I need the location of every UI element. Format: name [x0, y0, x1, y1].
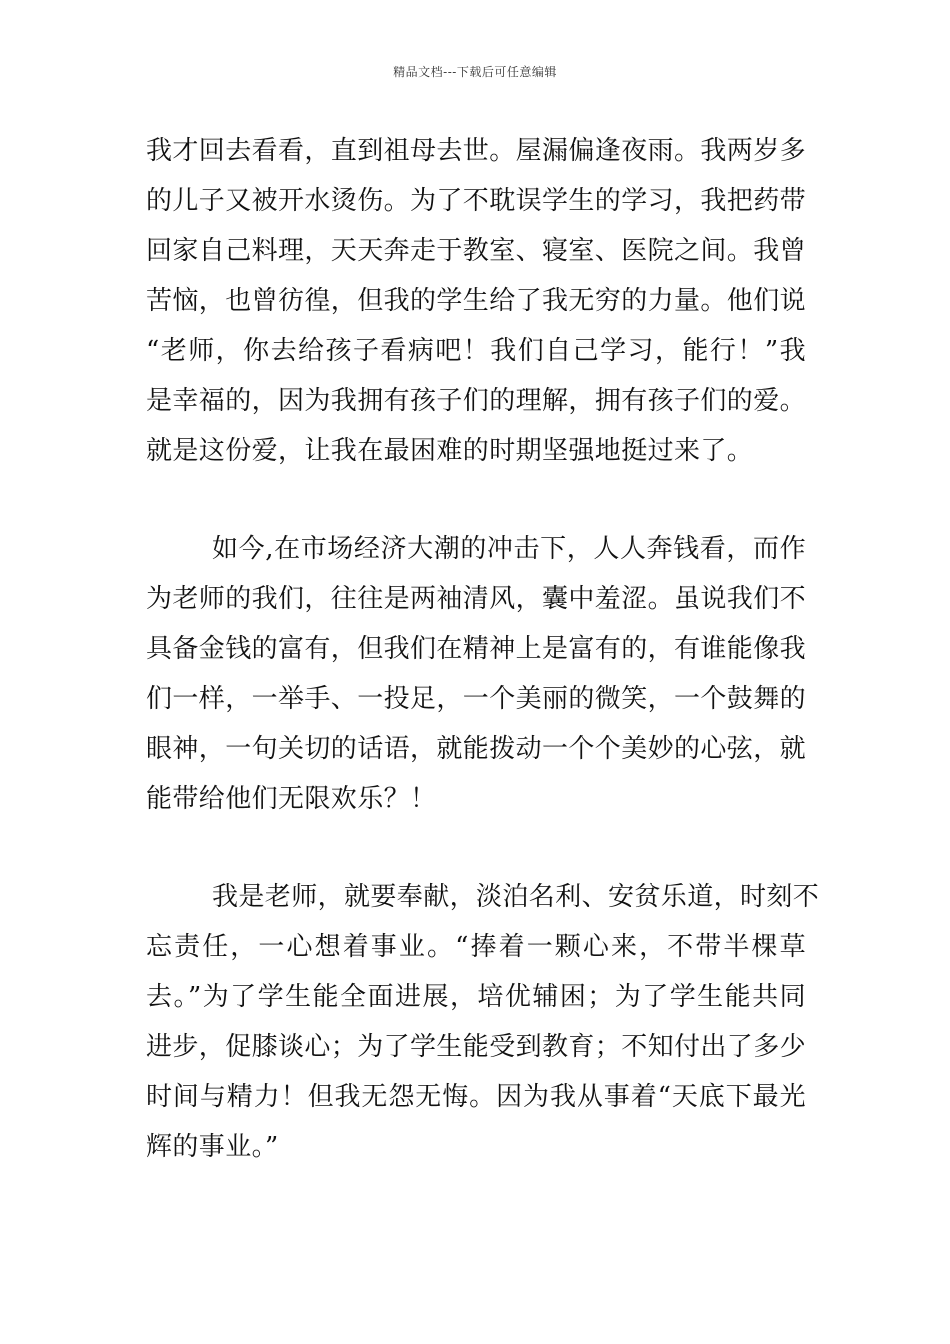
paragraph-line: 为老师的我们，往往是两袖清风，囊中羞涩。虽说我们不 — [146, 584, 807, 614]
paragraph-line: 眼神，一句关切的话语，就能拨动一个个美妙的心弦，就 — [146, 734, 807, 764]
paragraph-line: 我才回去看看，直到祖母去世。屋漏偏逢夜雨。我两岁多 — [146, 136, 807, 166]
paragraph-line: 辉的事业。” — [146, 1132, 279, 1162]
paragraph-line: 具备金钱的富有，但我们在精神上是富有的，有谁能像我 — [146, 634, 807, 664]
paragraph-line: 就是这份爱，让我在最困难的时期坚强地挺过来了。 — [146, 436, 754, 466]
paragraph-line: 苦恼，也曾彷徨，但我的学生给了我无穷的力量。他们说 — [146, 286, 807, 316]
paragraph-3 — [146, 872, 820, 1172]
paragraph-line: 是幸福的，因为我拥有孩子们的理解，拥有孩子们的爱。 — [146, 386, 807, 416]
paragraph-line: 忘责任，一心想着事业。“捧着一颗心来，不带半棵草 — [146, 932, 806, 962]
paragraph-line: 去。”为了学生能全面进展，培优辅困；为了学生能共同 — [146, 982, 806, 1012]
paragraph-line: 的儿子又被开水烫伤。为了不耽误学生的学习，我把药带 — [146, 186, 807, 216]
page-header: 精品文档---下载后可任意编辑 — [393, 65, 557, 79]
paragraph-2 — [146, 524, 806, 824]
paragraph-line: 进步，促膝谈心；为了学生能受到教育；不知付出了多少 — [146, 1032, 807, 1062]
paragraph-1 — [146, 126, 806, 476]
paragraph-line: 能带给他们无限欢乐？！ — [146, 784, 437, 814]
paragraph-line: 回家自己料理，天天奔走于教室、寝室、医院之间。我曾 — [146, 236, 807, 266]
paragraph-line: 们一样，一举手、一投足，一个美丽的微笑，一个鼓舞的 — [146, 684, 807, 714]
paragraph-line: “老师，你去给孩子看病吧！我们自己学习，能行！”我 — [146, 336, 806, 366]
paragraph-line: 我是老师，就要奉献，淡泊名利、安贫乐道，时刻不 — [212, 882, 820, 912]
paragraph-line: 如今,在市场经济大潮的冲击下，人人奔钱看，而作 — [212, 534, 806, 564]
paragraph-line: 时间与精力！但我无怨无悔。因为我从事着“天底下最光 — [146, 1082, 806, 1112]
